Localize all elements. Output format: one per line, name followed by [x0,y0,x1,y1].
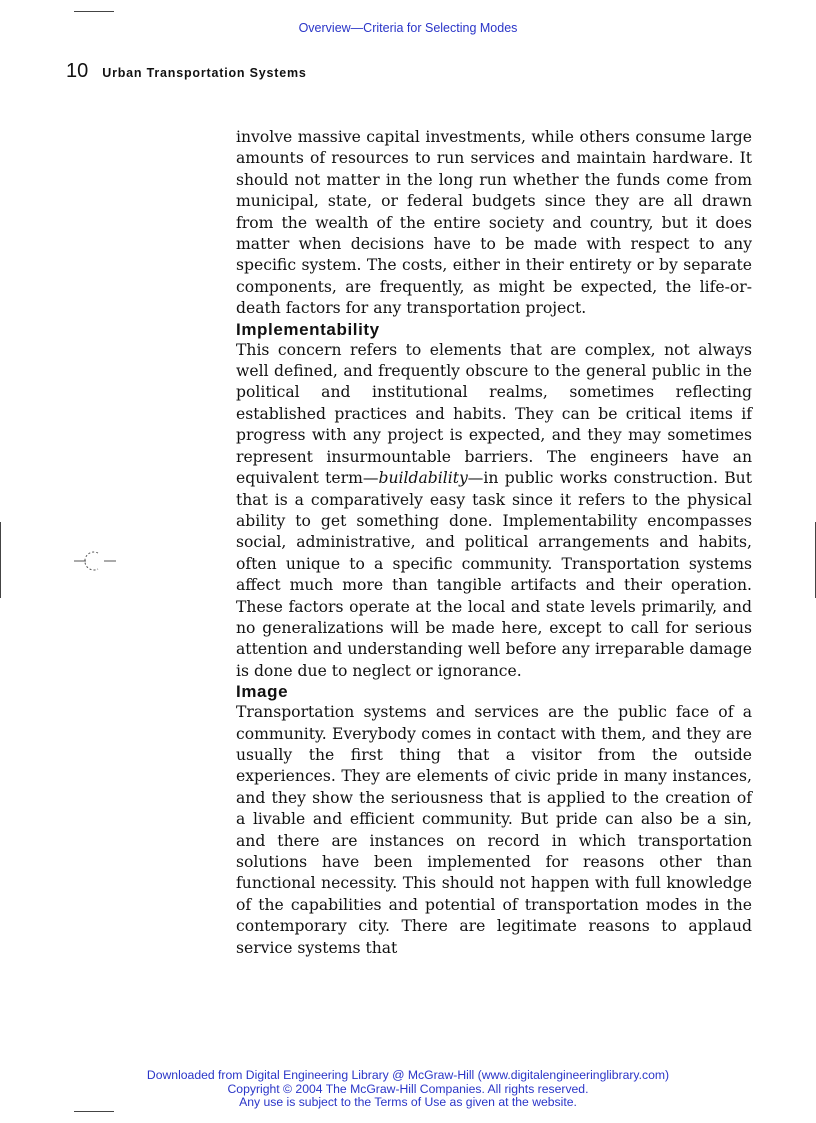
paragraph-implementability [236,340,752,683]
crop-mark-top-left [74,11,114,12]
impl-text-before: This concern refers to elements that are complex, not always well defined, and frequently obscure to the general public in the political and institutional realms, sometimes reflecting established practices and habits. They can be critical items if progress with any project is expected, and they may sometimes represent insurmountable barriers. The engineers have an equivalent term— [236,340,752,488]
footer [0,1069,816,1110]
registration-mark-icon [74,548,116,574]
book-title: Urban Transportation Systems [102,66,307,80]
impl-term-buildability: buildability [378,469,468,488]
paragraph-intro: involve massive capital investments, while others consume large amounts of resources to run services and maintain hardware. It should not matter in the long run whether the funds come from municipal, state, or federal budgets since they are all drawn from the wealth of the entire society and country, but it does matter when decisions have to be made with respect to any specific system. The costs, either in their entirety or by separate components, are frequently, as might be expected, the life-or-death factors for any transportation project. [236,128,752,318]
heading-implementability: Implementability [236,319,380,339]
footer-copyright[interactable]: Copyright © 2004 The McGraw-Hill Companies. All rights reserved. [227,1081,589,1096]
page-number: 10 [66,60,89,82]
top-link[interactable]: Overview—Criteria for Selecting Modes [298,21,518,35]
paragraph-image: Transportation systems and services are the public face of a community. Everybody comes in contact with them, and they are usually the first thing that a visitor from the outside experiences. They are elements of civic pride in many instances, and they show the seriousness that is applied to the creation of a livable and efficient community. But pride can also be a sin, and there are instances on record in which transportation solutions have been implemented for reasons other than functional necessity. This should not happen with full knowledge of the capabilities and potential of transportation modes in the contemporary city. There are legitimate reasons to applaud service systems that [236,703,752,957]
body-text-column [236,127,752,959]
crop-mark-left-edge [0,522,1,598]
running-head [66,60,307,83]
heading-image: Image [236,682,289,702]
footer-terms[interactable]: Any use is subject to the Terms of Use as given at the website. [239,1095,577,1109]
impl-text-after: —in public works construction. But that is a comparatively easy task since it refers to the physical ability to get something done. Implementability encompasses social, administrative, and political arrangements and habits, often unique to a specific community. Transportation systems affect much more than tangible artifacts and their operation. These factors operate at the local and state levels primarily, and no generalizations will be made here, except to call for serious attention and understanding well before any irreparable damage is done due to neglect or ignorance. [236,469,752,680]
crop-mark-bottom-left [74,1111,114,1112]
footer-download-link[interactable]: Downloaded from Digital Engineering Library @ McGraw-Hill (www.digitalengineeringlibrary.com) [146,1068,670,1082]
